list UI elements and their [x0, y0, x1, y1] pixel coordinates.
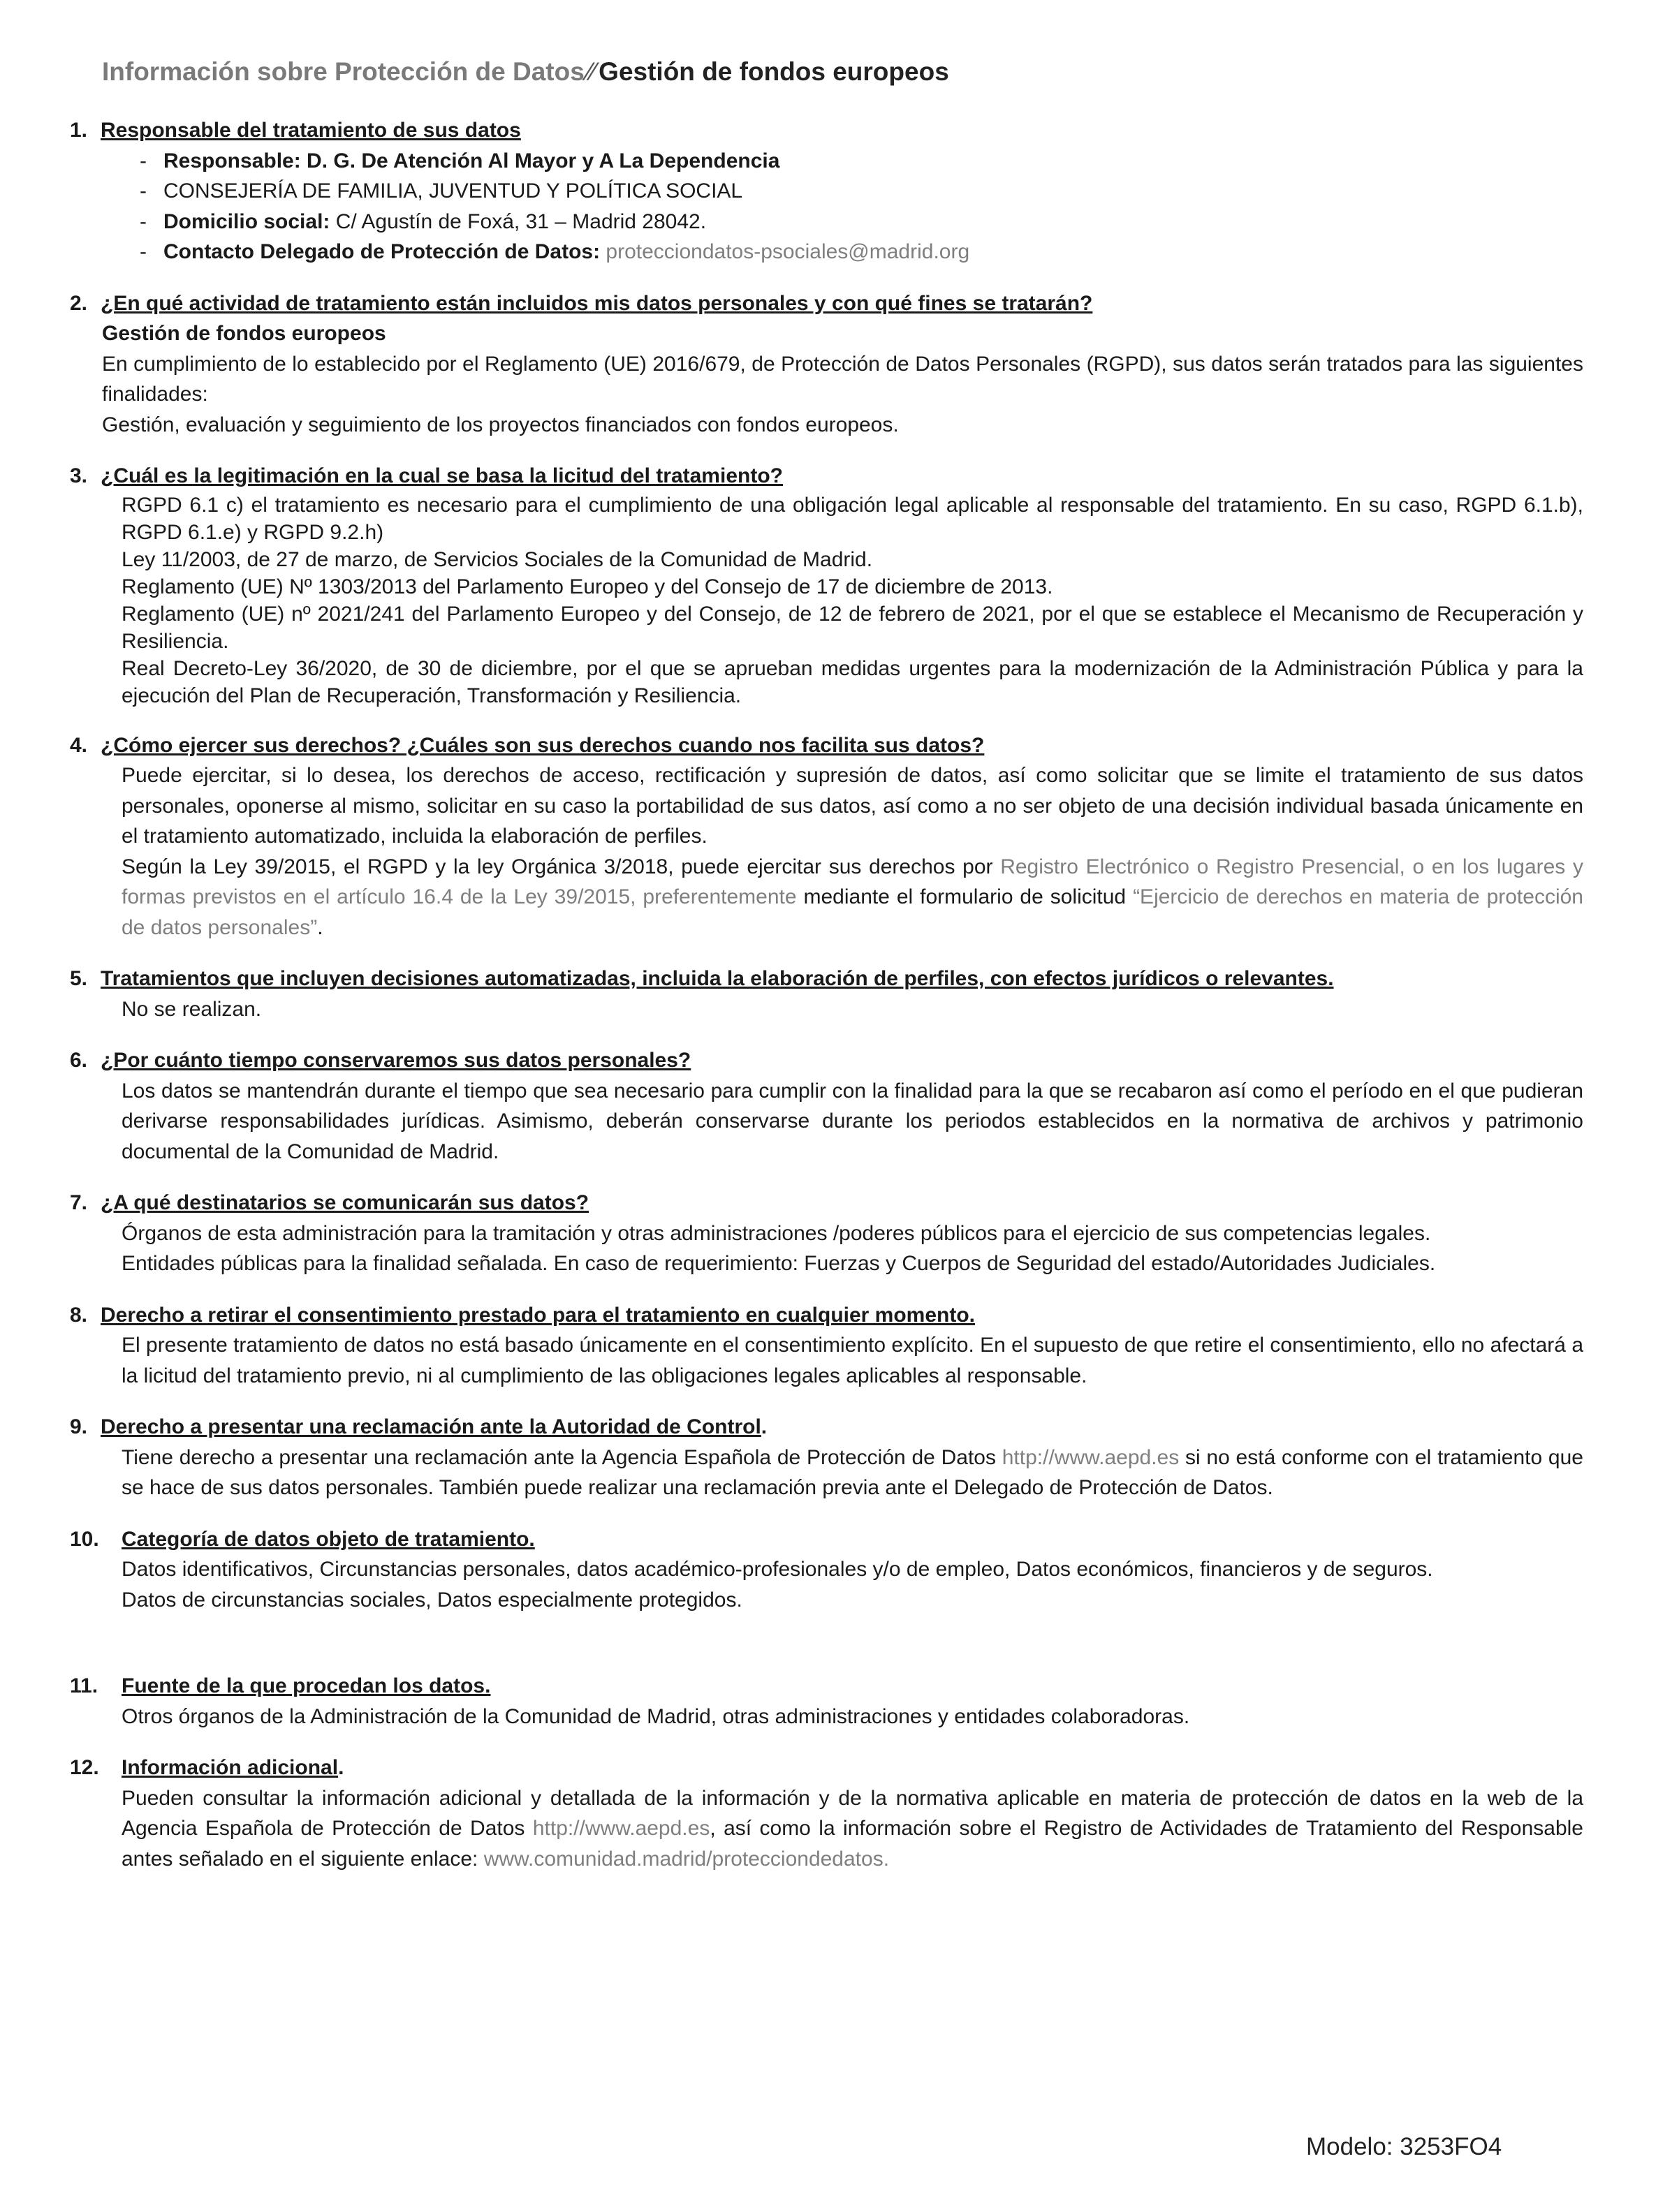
section-4 — [0, 730, 1679, 943]
section-8 — [0, 1300, 1679, 1392]
section-number: 12. — [70, 1756, 99, 1779]
document-content — [0, 115, 1679, 1895]
section-body: Tiene derecho a presentar una reclamación ante la Agencia Española de Protección de Datos http://www.aepd.es si no está conforme con el tratamiento que se hace de sus datos personales. También puede realizar una reclamación previa ante el Delegado de Protección de Datos. — [122, 1445, 1583, 1499]
section-heading: ¿En qué actividad de tratamiento están incluidos mis datos personales y con qué fines se tratarán? — [101, 291, 1093, 315]
contact-email-link[interactable]: protecciondatos-psociales@madrid.org — [600, 240, 970, 263]
section-body: Órganos de esta administración para la tramitación y otras administraciones /poderes públicos para el ejercicio de sus competencias legales. Entidades públicas para la finalidad señalada. En caso de requerimiento: Fuerzas y Cuerpos de Seguridad del estado/Autoridades Judiciales. — [122, 1221, 1436, 1275]
section-heading: Fuente de la que procedan los datos. — [122, 1674, 491, 1697]
section-number: 1. — [70, 119, 88, 142]
section-5 — [0, 964, 1679, 1024]
section-heading: Derecho a retirar el consentimiento prestado para el tratamiento en cualquier momento. — [101, 1303, 976, 1327]
list-item: - Domicilio social: C/ Agustín de Foxá, 31 – Madrid 28042. — [140, 209, 707, 233]
page-title — [102, 57, 949, 87]
section-number: 10. — [70, 1527, 99, 1551]
section-number: 2. — [70, 291, 88, 315]
section-3 — [0, 461, 1679, 709]
section-number: 11. — [70, 1674, 98, 1697]
section-body: El presente tratamiento de datos no está basado únicamente en el consentimiento explícito. En el supuesto de que retire el consentimiento, ello no afectará a la licitud del tratamiento previo, ni al cumplimiento de las obligaciones legales aplicables al responsable. — [122, 1334, 1583, 1387]
section-body: Puede ejercitar, si lo desea, los derechos de acceso, rectificación y supresión de datos, así como solicitar que se limite el tratamiento de sus datos personales, oponerse al mismo, solicitar en su caso la portabilidad de sus datos, así como a no ser objeto de una decisión individual basada únicamente en el tratamiento automatizado, incluida la elaboración de perfiles. Según la Ley 39/2015, el RGPD y la ley Orgánica 3/2018, puede ejercitar sus derechos por Registro Electrónico o Registro Presencial, o en los lugares y formas previstos en el artículo 16.4 de la Ley 39/2015, preferentemente mediante el formulario de solicitud “Ejercicio de derechos en materia de protección de datos personales”. — [122, 764, 1583, 939]
registro-link[interactable]: Registro Electrónico o Registro Presencial, o en los lugares y formas previstos en el artículo 16.4 de la Ley 39/2015, preferentemente — [122, 855, 1583, 908]
section-heading: ¿Por cuánto tiempo conservaremos sus datos personales? — [101, 1049, 691, 1072]
section-number: 3. — [70, 464, 88, 487]
section-body: RGPD 6.1 c) el tratamiento es necesario para el cumplimiento de una obligación legal aplicable al responsable del tratamiento. En su caso, RGPD 6.1.b), RGPD 6.1.e) y RGPD 9.2.h) Ley 11/2003, de 27 de marzo, de Servicios Sociales de la Comunidad de Madrid. Reglamento (UE) Nº 1303/2013 del Parlamento Europeo y del Consejo de 17 de diciembre de 2013. Reglamento (UE) nº 2021/241 del Parlamento Europeo y del Consejo, de 12 de febrero de 2021, por el que se establece el Mecanismo de Recuperación y Resiliencia. Real Decreto-Ley 36/2020, de 30 de diciembre, por el que se aprueban medidas urgentes para la modernización de la Administración Pública y para la ejecución del Plan de Recuperación, Transformación y Resiliencia. — [122, 493, 1583, 707]
aepd-link[interactable]: http://www.aepd.es — [532, 1817, 710, 1840]
section-body: Los datos se mantendrán durante el tiempo que sea necesario para cumplir con la finalidad para la que se recabaron así como el período en el que pudieran derivarse responsabilidades jurídicas. Asimismo, deberán conservarse durante los periodos establecidos en la normativa de archivos y patrimonio documental de la Comunidad de Madrid. — [122, 1079, 1583, 1163]
section-number: 4. — [70, 733, 88, 757]
section-body: Datos identificativos, Circunstancias personales, datos académico-profesionales y/o de empleo, Datos económicos, financieros y de seguros. Datos de circunstancias sociales, Datos especialmente protegidos. — [122, 1558, 1433, 1612]
aepd-link[interactable]: http://www.aepd.es — [1002, 1445, 1180, 1469]
section-heading: ¿A qué destinatarios se comunicarán sus datos? — [101, 1191, 589, 1214]
section-12 — [0, 1753, 1679, 1874]
section-number: 7. — [70, 1191, 88, 1214]
section-number: 8. — [70, 1303, 88, 1327]
title-suffix: Gestión de fondos europeos — [599, 57, 949, 86]
section-heading: Responsable del tratamiento de sus datos — [101, 119, 521, 142]
section-11 — [0, 1671, 1679, 1732]
section-heading: Categoría de datos objeto de tratamiento. — [122, 1527, 535, 1551]
section-7 — [0, 1188, 1679, 1279]
section-1 — [0, 115, 1679, 267]
section-heading: Información adicional. — [122, 1756, 344, 1779]
list-item: - Contacto Delegado de Protección de Datos: protecciondatos-psociales@madrid.org — [140, 240, 970, 263]
section-2 — [0, 288, 1679, 441]
section-10 — [0, 1524, 1679, 1616]
section-number: 5. — [70, 967, 88, 990]
comunidad-madrid-link[interactable]: www.comunidad.madrid/protecciondedatos — [483, 1847, 884, 1871]
section-heading: ¿Cuál es la legitimación en la cual se basa la licitud del tratamiento? — [101, 464, 783, 487]
list-item: - Responsable: D. G. De Atención Al Mayor y A La Dependencia — [140, 149, 780, 172]
list-item: - CONSEJERÍA DE FAMILIA, JUVENTUD Y POLÍTICA SOCIAL — [140, 179, 743, 202]
form-model-code: Modelo: 3253FO4 — [1306, 2133, 1502, 2160]
section-body: Gestión de fondos europeos En cumplimiento de lo establecido por el Reglamento (UE) 2016/679, de Protección de Datos Personales (RGPD), sus datos serán tratados para las siguientes finalidades: Gestión, evaluación y seguimiento de los proyectos financiados con fondos europeos. — [102, 322, 1583, 436]
formulario-link[interactable]: “Ejercicio de derechos en materia de protección de datos personales” — [122, 885, 1583, 939]
title-separator: ⁄⁄ — [587, 57, 596, 86]
section-number: 9. — [70, 1415, 88, 1438]
section-heading: Tratamientos que incluyen decisiones automatizadas, incluida la elaboración de perfiles, con efectos jurídicos o relevantes. — [101, 967, 1334, 990]
section-body: Otros órganos de la Administración de la Comunidad de Madrid, otras administraciones y entidades colaboradoras. — [122, 1704, 1190, 1728]
section-6 — [0, 1045, 1679, 1167]
section-heading: ¿Cómo ejercer sus derechos? ¿Cuáles son sus derechos cuando nos facilita sus datos? — [101, 733, 985, 757]
title-prefix: Información sobre Protección de Datos — [102, 57, 585, 86]
section-heading: Derecho a presentar una reclamación ante la Autoridad de Control. — [101, 1415, 768, 1438]
section-body: Pueden consultar la información adicional y detallada de la información y de la normativa aplicable en materia de protección de datos en la web de la Agencia Española de Protección de Datos http://www.aepd.es, así como la información sobre el Registro de Actividades de Tratamiento del Responsable antes señalado en el siguiente enlace: www.comunidad.madrid/protecciondedatos. — [122, 1786, 1583, 1871]
section-body: No se realizan. — [122, 997, 262, 1021]
section-9 — [0, 1412, 1679, 1503]
section-number: 6. — [70, 1049, 88, 1072]
